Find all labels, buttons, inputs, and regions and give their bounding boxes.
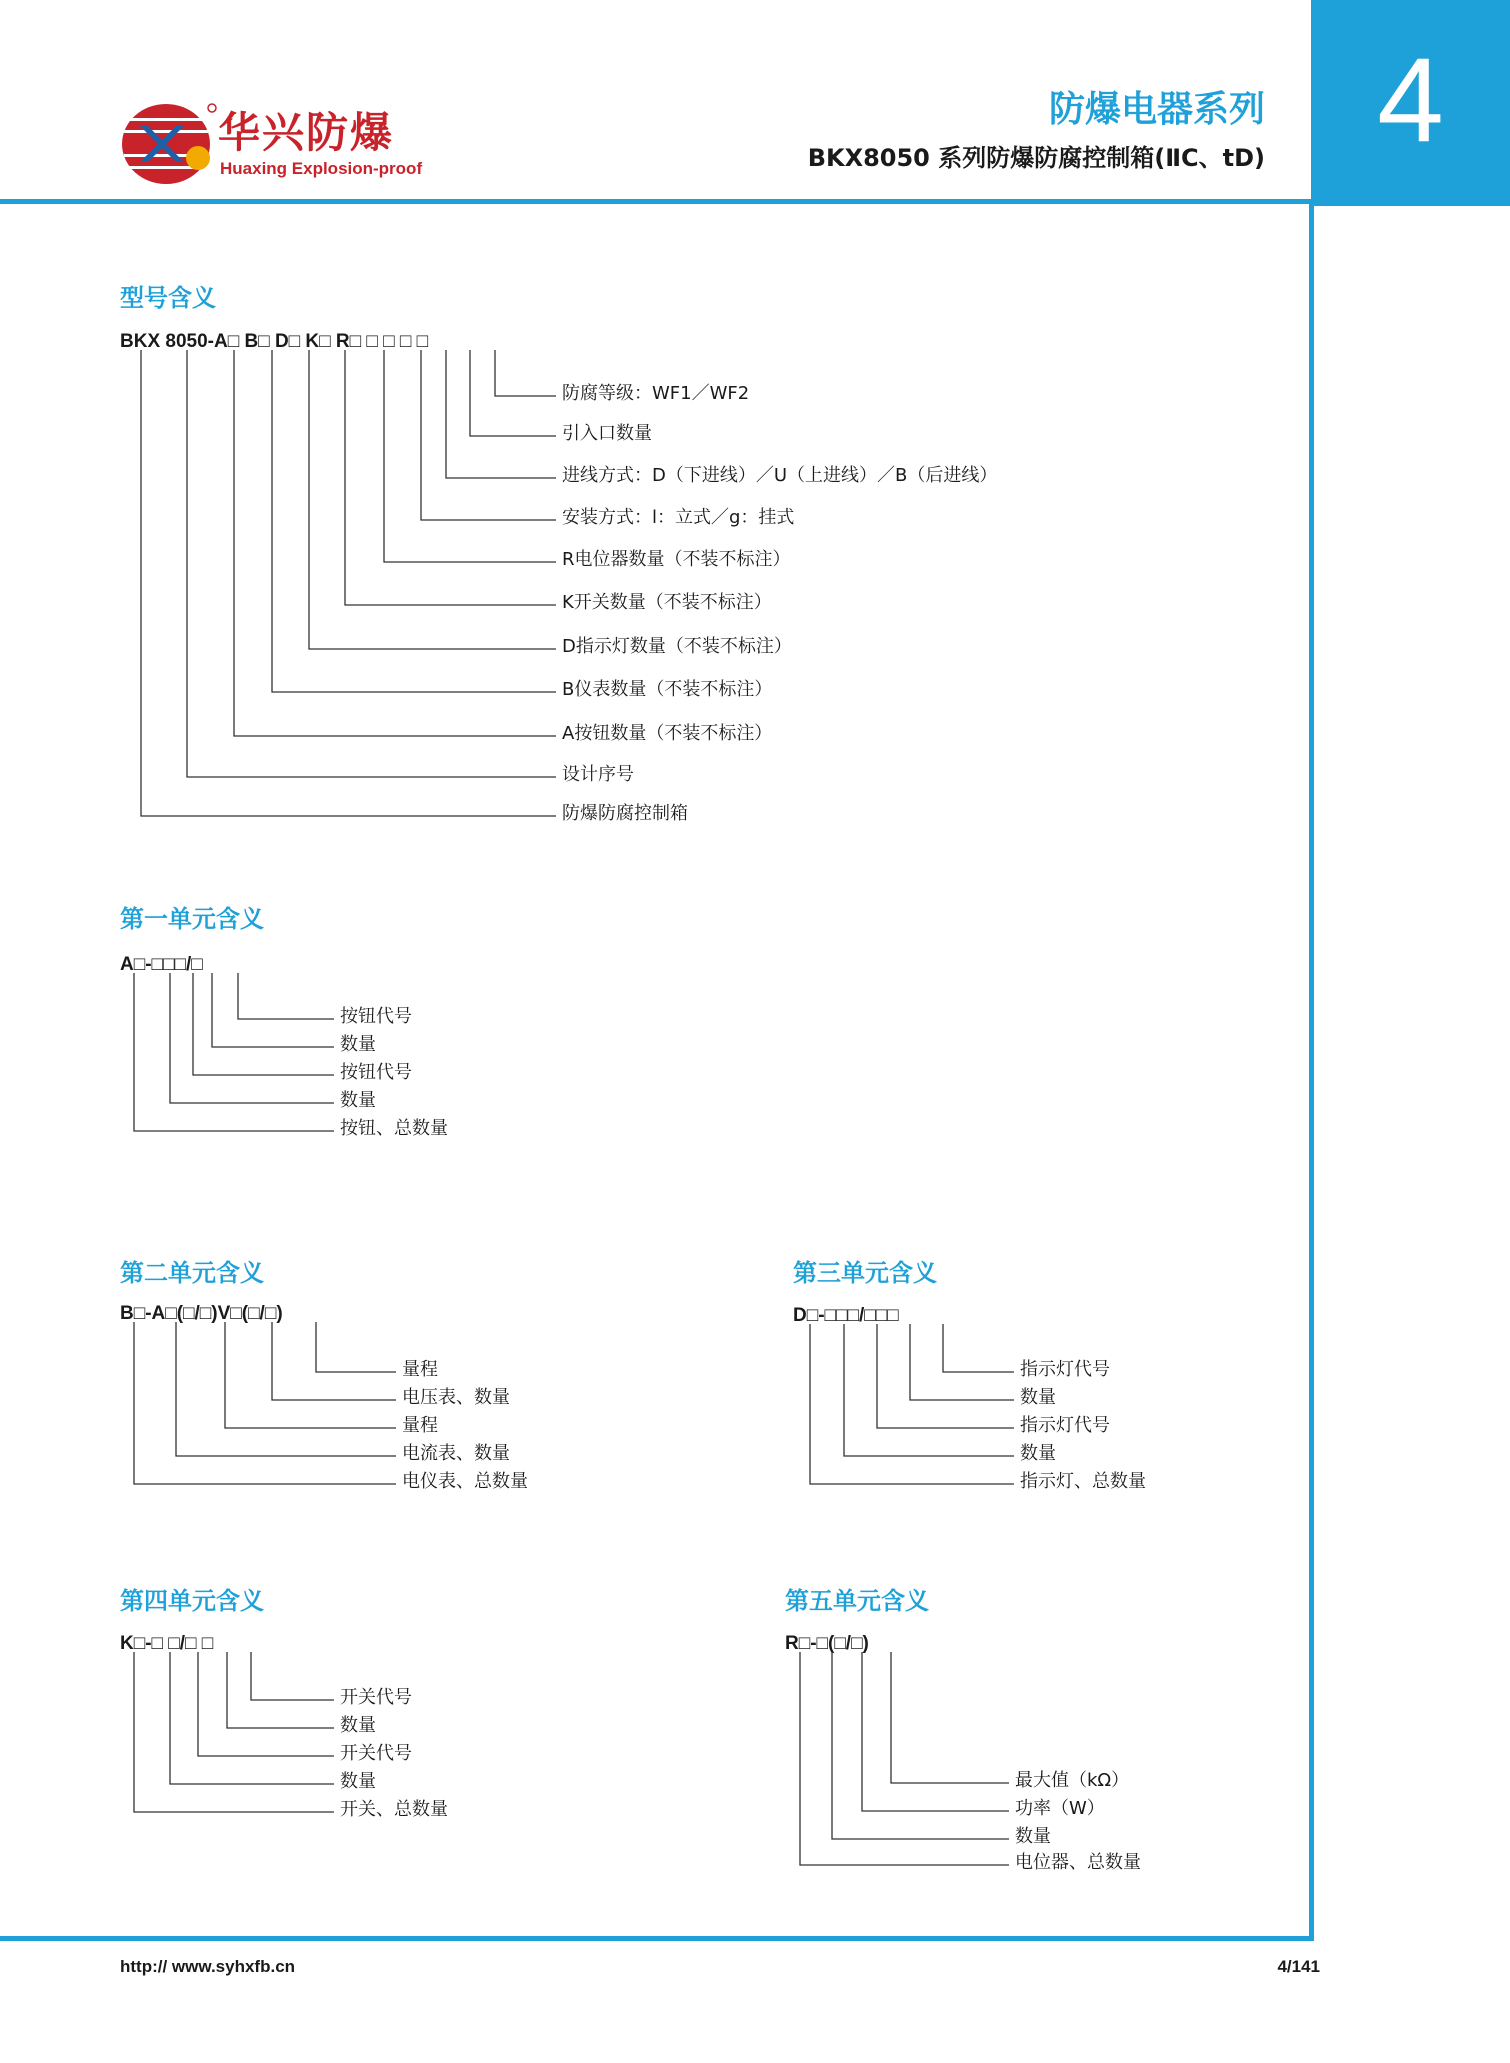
unit4-title: 第四单元含义 bbox=[120, 1587, 264, 1615]
model-code: BKX 8050-A□ B□ D□ K□ R□ □ □ □ □ bbox=[120, 331, 429, 352]
unit1-label: 按钮代号 bbox=[340, 1006, 412, 1027]
model-label: 设计序号 bbox=[562, 764, 634, 785]
unit4-label: 开关、总数量 bbox=[340, 1799, 448, 1820]
unit1-code: A□-□□□/□ bbox=[120, 954, 203, 975]
right-border-rule bbox=[1309, 200, 1314, 1940]
unit4-label: 开关代号 bbox=[340, 1743, 412, 1764]
unit2-title: 第二单元含义 bbox=[120, 1259, 264, 1287]
unit3-label: 数量 bbox=[1020, 1387, 1056, 1408]
model-label: R电位器数量（不装不标注） bbox=[562, 549, 791, 570]
footer-rule bbox=[0, 1936, 1314, 1941]
unit1-label: 数量 bbox=[340, 1034, 376, 1055]
unit5-label: 功率（W） bbox=[1015, 1798, 1105, 1819]
unit2-label: 量程 bbox=[402, 1415, 438, 1436]
unit1-title: 第一单元含义 bbox=[120, 905, 264, 933]
unit3-label: 指示灯代号 bbox=[1020, 1415, 1110, 1436]
unit4-label: 开关代号 bbox=[340, 1687, 412, 1708]
model-label: K开关数量（不装不标注） bbox=[562, 592, 772, 613]
header-rule bbox=[0, 199, 1311, 204]
series-title: 防爆电器系列 bbox=[1048, 89, 1265, 130]
unit5-code: R□-□(□/□) bbox=[785, 1633, 869, 1654]
unit2-label: 电仪表、总数量 bbox=[402, 1471, 528, 1492]
logo-name-en: Huaxing Explosion-proof bbox=[220, 159, 423, 178]
logo-name: 华兴防爆 bbox=[218, 108, 395, 157]
unit3-label: 数量 bbox=[1020, 1443, 1056, 1464]
unit1-label: 数量 bbox=[340, 1090, 376, 1111]
page-number: 4/141 bbox=[1277, 1957, 1320, 1976]
model-label: B仪表数量（不装不标注） bbox=[562, 679, 773, 700]
unit1-label: 按钮代号 bbox=[340, 1062, 412, 1083]
unit3-title: 第三单元含义 bbox=[793, 1259, 937, 1287]
model-label: 防腐等级：WF1／WF2 bbox=[562, 383, 750, 404]
unit5-title: 第五单元含义 bbox=[785, 1587, 929, 1615]
footer-url[interactable]: http:// www.syhxfb.cn bbox=[120, 1957, 296, 1976]
model-label: 进线方式：D（下进线）／U（上进线）／B（后进线） bbox=[562, 465, 998, 486]
unit5-label: 电位器、总数量 bbox=[1015, 1852, 1141, 1873]
model-section-title: 型号含义 bbox=[120, 284, 216, 312]
unit4-code: K□-□ □/□ □ bbox=[120, 1633, 214, 1654]
logo-icon bbox=[118, 100, 218, 186]
model-label: D指示灯数量（不装不标注） bbox=[562, 636, 792, 657]
unit4-label: 数量 bbox=[340, 1715, 376, 1736]
unit2-label: 电压表、数量 bbox=[402, 1387, 510, 1408]
product-subtitle: BKX8050 系列防爆防腐控制箱(ⅡC、tD) bbox=[807, 144, 1265, 172]
unit3-code: D□-□□□/□□□ bbox=[793, 1305, 899, 1326]
model-label: 防爆防腐控制箱 bbox=[562, 803, 688, 824]
unit5-label: 数量 bbox=[1015, 1826, 1051, 1847]
chapter-number: 4 bbox=[1377, 33, 1444, 167]
model-label: 引入口数量 bbox=[562, 423, 652, 444]
unit2-code: B□-A□(□/□)V□(□/□) bbox=[120, 1303, 283, 1324]
model-label: 安装方式：l：立式／g：挂式 bbox=[562, 507, 795, 528]
unit3-label: 指示灯代号 bbox=[1020, 1359, 1110, 1380]
unit4-label: 数量 bbox=[340, 1771, 376, 1792]
model-label: A按钮数量（不装不标注） bbox=[562, 723, 773, 744]
unit2-label: 量程 bbox=[402, 1359, 438, 1380]
unit1-label: 按钮、总数量 bbox=[340, 1118, 448, 1139]
unit2-label: 电流表、数量 bbox=[402, 1443, 510, 1464]
unit5-label: 最大值（kΩ） bbox=[1015, 1770, 1130, 1791]
unit3-label: 指示灯、总数量 bbox=[1020, 1471, 1146, 1492]
